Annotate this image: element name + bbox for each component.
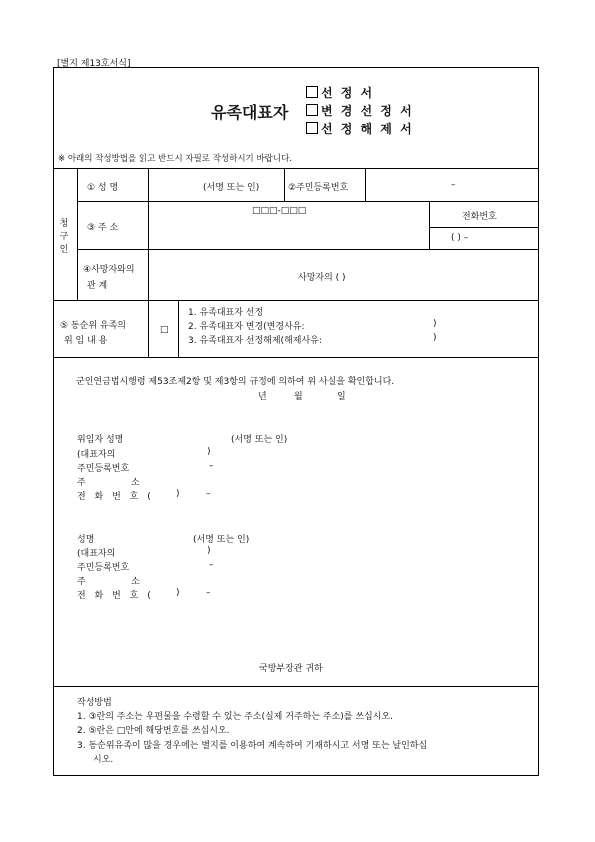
signer2-addr-label-2: 소 <box>131 577 140 587</box>
checkbox-icon <box>306 104 318 116</box>
instruction-item: 시오. <box>93 755 114 765</box>
signer2-phone-dash: – <box>206 588 211 598</box>
notice-text: ※ 아래의 작성방법을 읽고 반드시 자필로 작성하시기 바랍니다. <box>58 154 293 164</box>
title-option-selection[interactable]: 선 정 서 <box>306 84 374 101</box>
delegation-item: 1. 유족대표자 선정 <box>188 308 264 318</box>
delegation-checkbox[interactable]: □ <box>160 325 169 335</box>
signer2-name-label: 성명 <box>77 535 95 545</box>
instructions-title: 작성방법 <box>77 698 112 708</box>
zip-code-field[interactable]: □□□-□□□ <box>252 206 307 216</box>
relation-field[interactable]: 사망자의 ( ) <box>298 273 346 283</box>
address-label: ③ 주 소 <box>87 223 119 233</box>
delegation-item: 3. 유족대표자 선정해제(해제사유: <box>188 336 322 346</box>
name-sign-note: (서명 또는 인) <box>203 183 260 193</box>
instruction-item: 3. 동순위유족이 많을 경우에는 별지를 이용하여 계속하여 기재하시고 서명 또는 날인하십 <box>77 741 428 751</box>
signer1-phone-label: 전 화 번 호 ( <box>77 492 154 502</box>
divider <box>77 249 539 250</box>
divider <box>53 300 539 301</box>
delegation-item: 2. 유족대표자 변경(변경사유: <box>188 322 305 332</box>
date-month: 월 <box>294 392 303 402</box>
signer1-sign-note: (서명 또는 인) <box>231 435 288 445</box>
checkbox-icon <box>306 86 318 98</box>
date-year: 년 <box>258 392 267 402</box>
divider <box>148 168 149 357</box>
signer2-phone-close: ) <box>176 588 180 598</box>
signer1-addr-label: 주 <box>77 478 86 488</box>
divider <box>429 201 430 249</box>
signer1-addr-label-2: 소 <box>131 478 140 488</box>
phone-field[interactable]: ( ) – <box>451 233 469 243</box>
divider <box>53 168 539 169</box>
checkbox-icon <box>306 122 318 134</box>
divider <box>53 357 539 358</box>
title-option-change[interactable]: 변 경 선 정 서 <box>306 102 414 119</box>
signer1-rrn-dash: – <box>209 461 214 471</box>
name-label: ① 성 명 <box>87 183 119 193</box>
applicant-section-label: 청 구 인 <box>59 219 69 255</box>
divider <box>178 300 179 357</box>
form-number: [별지 제13호서식] <box>57 59 131 69</box>
signer2-rrn-dash: – <box>209 560 214 570</box>
divider <box>284 168 285 201</box>
instruction-item: 2. ⑤란은 □안에 해당번호를 쓰십시오. <box>77 726 230 736</box>
signer1-rep-label: (대표자의 <box>77 450 116 460</box>
title-option-release[interactable]: 선 정 해 제 서 <box>306 120 414 137</box>
delegation-item-close: ) <box>433 319 437 329</box>
relation-label-2: 관 계 <box>87 281 108 291</box>
delegation-item-close: ) <box>433 333 437 343</box>
divider <box>429 227 539 228</box>
rrn-dash: – <box>451 180 456 190</box>
signer2-phone-label: 전 화 번 호 ( <box>77 591 154 601</box>
signer2-sign-note: (서명 또는 인) <box>193 535 250 545</box>
delegation-label-2: 위 임 내 용 <box>64 336 108 346</box>
signer2-rep-close: ) <box>207 546 211 556</box>
divider <box>365 168 366 201</box>
relation-label: ④사망자와의 <box>83 265 135 275</box>
delegation-label: ⑤ 동순위 유족의 <box>60 321 126 331</box>
form-title: 유족대표자 <box>211 103 289 122</box>
divider <box>53 686 539 687</box>
signer2-rrn-label: 주민등록번호 <box>77 563 130 573</box>
signer2-rep-label: (대표자의 <box>77 549 116 559</box>
rrn-label: ②주민등록번호 <box>288 183 349 193</box>
signer1-phone-dash: – <box>206 489 211 499</box>
signer1-name-label: 위임자 성명 <box>77 435 124 445</box>
date-day: 일 <box>337 392 346 402</box>
signer2-addr-label: 주 <box>77 577 86 587</box>
phone-label: 전화번호 <box>462 212 497 222</box>
signer1-rep-close: ) <box>207 447 211 457</box>
divider <box>77 168 78 300</box>
statement-text: 군인연금법시행령 제53조제2항 및 제3항의 규정에 의하여 위 사실을 확인합니다. <box>76 377 395 387</box>
addressee: 국방부장관 귀하 <box>259 664 323 674</box>
instruction-item: 1. ③란의 주소는 우편물을 수령할 수 있는 주소(실제 거주하는 주소)를 쓰십시오. <box>77 712 393 722</box>
signer1-phone-close: ) <box>176 489 180 499</box>
divider <box>77 201 539 202</box>
signer1-rrn-label: 주민등록번호 <box>77 464 130 474</box>
